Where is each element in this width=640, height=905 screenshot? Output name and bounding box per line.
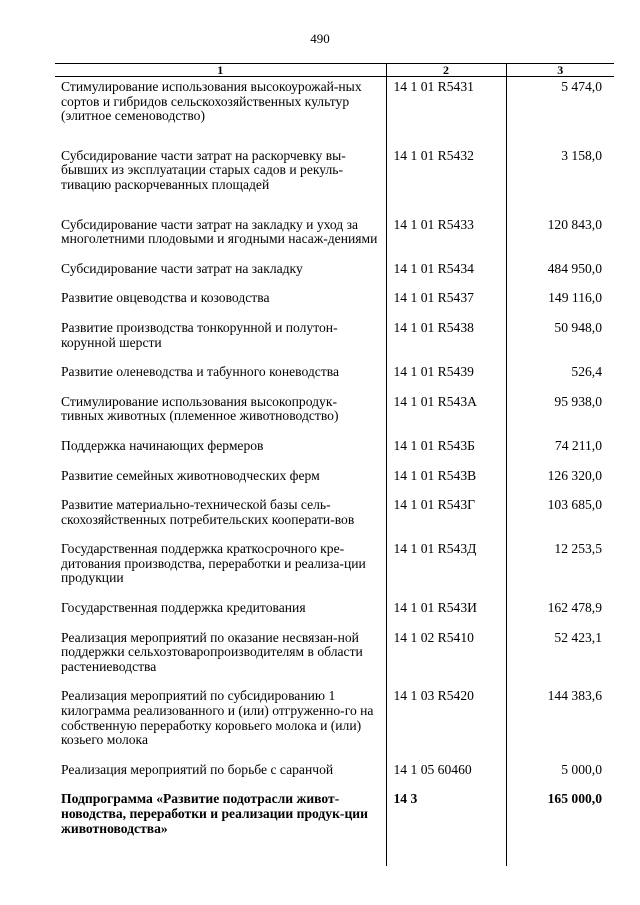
row-name: Развитие оленеводства и табунного коневодства [61,364,340,380]
row-amount: 52 423,1 [506,628,614,687]
row-name: Субсидирование части затрат на закладку [61,260,303,276]
column-header-3: 3 [506,64,614,77]
table-row [55,539,614,598]
row-name: Стимулирование использования высокопродук-тивных животных (племенное животноводство) [61,393,339,424]
row-name: Государственная поддержка краткосрочного кре-дитования производства, переработки и реализа-ции продукции [61,541,366,586]
table-row [55,146,614,215]
row-amount: 149 116,0 [506,288,614,318]
row-name: Развитие материально-технической базы сель-скохозяйственных потребительских кооперати-вов [61,497,355,527]
row-amount: 165 000,0 [506,789,614,836]
row-code: 14 1 02 R5410 [386,628,506,687]
spacer-cell [506,836,614,866]
row-amount: 12 253,5 [506,539,614,598]
row-code: 14 1 01 R543Б [386,436,506,466]
row-name: Субсидирование части затрат на раскорчевку вы-бывших из эксплуатации старых садов и рекуль-тивацию раскорчеванных площадей [61,147,346,192]
row-amount: 144 383,6 [506,686,614,759]
row-amount: 95 938,0 [506,392,614,436]
table-row [55,466,614,496]
row-name: Реализация мероприятий по оказание несвязан-ной поддержки сельхозтоваропроизводителям в области растениеводства [61,629,363,674]
row-name: Развитие семейных животноводческих ферм [61,467,320,483]
table-row [55,288,614,318]
table-row [55,628,614,687]
row-code: 14 1 01 R5434 [386,259,506,289]
row-code: 14 1 01 R543B [386,466,506,496]
row-code: 14 3 [386,789,506,836]
row-amount: 162 478,9 [506,598,614,628]
row-code: 14 1 01 R5437 [386,288,506,318]
row-code: 14 1 05 60460 [386,760,506,790]
row-code: 14 1 03 R5420 [386,686,506,759]
row-name: Реализация мероприятий по борьбе с саранчой [61,761,334,777]
row-code: 14 1 01 R543A [386,392,506,436]
row-name: Субсидирование части затрат на закладку и уход за многолетними плодовыми и ягодными насаж-дениями [61,216,378,247]
table-row [55,760,614,790]
row-amount: 484 950,0 [506,259,614,289]
row-amount: 74 211,0 [506,436,614,466]
table-row [55,77,614,146]
row-amount: 50 948,0 [506,318,614,362]
row-code: 14 1 01 R543И [386,598,506,628]
row-name: Стимулирование использования высокоурожай-ных сортов и гибридов сельскохозяйственных культур (элитное семеноводство) [61,79,362,124]
row-name: Поддержка начинающих фермеров [61,437,264,453]
row-name: Развитие производства тонкорунной и полутон-корунной шерсти [61,319,338,350]
row-code: 14 1 01 R5439 [386,362,506,392]
table-row [55,362,614,392]
table-row [55,318,614,362]
page-number: 490 [310,31,330,46]
table-row [55,392,614,436]
spacer-cell [386,836,506,866]
spacer-cell [55,836,386,866]
row-code: 14 1 01 R543Г [386,495,506,539]
column-header-1: 1 [55,64,386,77]
row-amount: 3 158,0 [506,146,614,215]
row-code: 14 1 01 R5431 [386,77,506,146]
table-body [55,77,614,867]
table-row [55,789,614,836]
row-amount: 103 685,0 [506,495,614,539]
row-amount: 126 320,0 [506,466,614,496]
column-header-2: 2 [386,64,506,77]
table-row [55,215,614,259]
row-code: 14 1 01 R5438 [386,318,506,362]
row-code: 14 1 01 R543Д [386,539,506,598]
row-name: Развитие овцеводства и козоводства [61,290,270,306]
row-name: Подпрограмма «Развитие подотрасли живот-новодства, переработки и реализации продук-ции животноводства» [61,791,368,836]
table-row [55,259,614,289]
row-code: 14 1 01 R5433 [386,215,506,259]
table-end-spacer [55,836,614,866]
table-row [55,598,614,628]
row-code: 14 1 01 R5432 [386,146,506,215]
table-header-row [55,64,614,77]
row-name: Реализация мероприятий по субсидированию 1 килограмма реализованного и (или) отгруженно-го на собственную переработку коровьего молока и (или) козьего молока [61,688,374,748]
row-amount: 5 000,0 [506,760,614,790]
table-row [55,436,614,466]
table-row [55,686,614,759]
budget-table [55,63,614,866]
row-amount: 120 843,0 [506,215,614,259]
row-name: Государственная поддержка кредитования [61,600,306,616]
table-row [55,495,614,539]
row-amount: 526,4 [506,362,614,392]
row-amount: 5 474,0 [506,77,614,146]
